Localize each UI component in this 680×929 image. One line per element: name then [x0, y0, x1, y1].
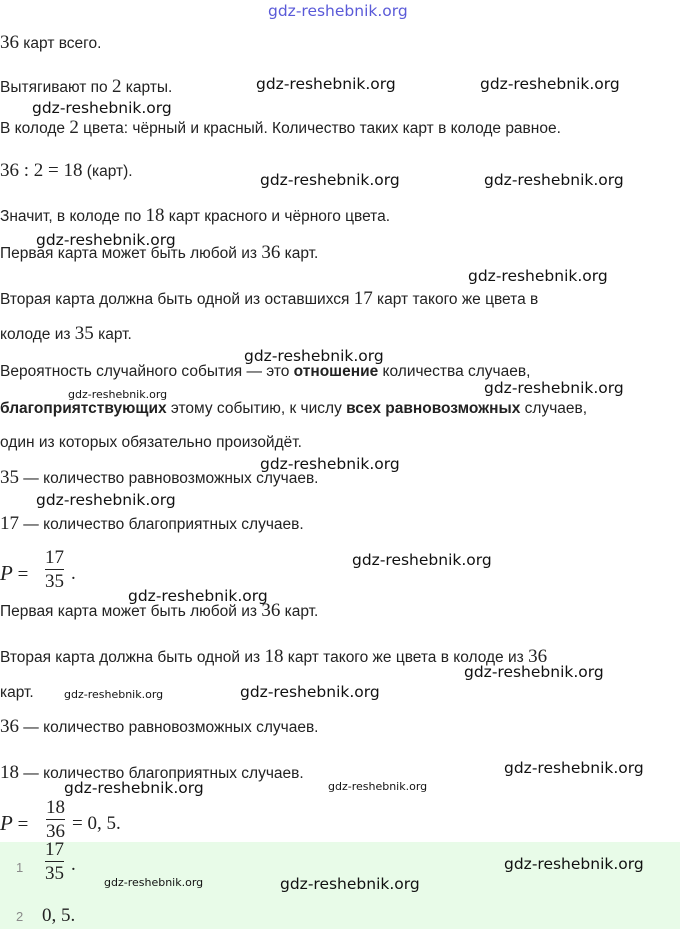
line-definition-2 — [0, 399, 587, 419]
math: 2 — [69, 117, 79, 138]
math: 18 — [264, 646, 284, 667]
math: 2 — [111, 76, 122, 97]
denominator: 35 — [45, 571, 64, 592]
text: карт такого же цвета в — [372, 291, 539, 308]
text: Вторая карта должна быть одной из оставшихся — [0, 291, 354, 308]
watermark: gdz-reshebnik.org — [36, 231, 176, 249]
answer-value: 0, 5. — [42, 905, 76, 926]
denominator: 36 — [46, 821, 65, 842]
line-favorable-17 — [0, 514, 304, 535]
text: количества случаев, — [378, 363, 531, 380]
period: . — [71, 563, 76, 584]
math: 35 — [74, 323, 94, 344]
math: 18 — [145, 205, 165, 226]
text: Первая карта может быть любой из — [0, 603, 262, 620]
text: Вероятность случайного события — это — [0, 363, 294, 380]
line-definition-1 — [0, 362, 530, 382]
watermark: gdz-reshebnik.org — [68, 388, 168, 401]
watermark: gdz-reshebnik.org — [504, 759, 644, 777]
text: карт всего. — [19, 35, 102, 52]
text: карт такого же цвета в колоде из — [283, 649, 529, 666]
watermark: gdz-reshebnik.org — [280, 875, 420, 893]
formula-p2 — [0, 813, 28, 836]
text: карт. — [280, 245, 319, 262]
numerator: 17 — [45, 547, 64, 568]
fraction-17-35 — [45, 547, 64, 592]
text: Значит, в колоде по — [0, 208, 146, 225]
text: — количество благоприятных случаев. — [19, 516, 304, 533]
text: колоде из — [0, 326, 75, 343]
watermark: gdz-reshebnik.org — [484, 171, 624, 189]
watermark: gdz-reshebnik.org — [64, 779, 204, 797]
bold-text: всех равновозможных — [346, 400, 521, 417]
watermark: gdz-reshebnik.org — [484, 379, 624, 397]
numerator: 18 — [46, 797, 65, 818]
math: 17 — [0, 513, 19, 534]
result: = 0, 5. — [72, 813, 121, 834]
watermark: gdz-reshebnik.org — [352, 551, 492, 569]
fraction-bar — [45, 569, 64, 570]
math: 36 : 2 = 18 — [0, 160, 83, 181]
denominator: 35 — [45, 863, 64, 884]
watermark: gdz-reshebnik.org — [240, 683, 380, 701]
math: 18 — [0, 762, 19, 783]
text: Вторая карта должна быть одной из — [0, 649, 265, 666]
text: карт красного и чёрного цвета. — [164, 208, 391, 225]
text: этому событию, к числу — [166, 400, 347, 417]
text: карт. — [93, 326, 132, 343]
line-definition-3: один из которых обязательно произойдёт. — [0, 434, 302, 451]
watermark: gdz-reshebnik.org — [468, 267, 608, 285]
line-colors — [0, 118, 561, 139]
fraction-bar — [46, 819, 65, 820]
watermark: gdz-reshebnik.org — [104, 876, 204, 889]
watermark: gdz-reshebnik.org — [464, 663, 604, 681]
equals: = — [12, 814, 29, 835]
var-p: P — [0, 811, 13, 835]
math: 17 — [353, 288, 373, 309]
math: 35 — [0, 467, 19, 488]
watermark: gdz-reshebnik.org — [64, 688, 164, 701]
formula-p1 — [0, 563, 28, 586]
watermark: gdz-reshebnik.org — [32, 99, 172, 117]
watermark: gdz-reshebnik.org — [504, 855, 644, 873]
line-division — [0, 161, 133, 182]
text: В колоде — [0, 120, 70, 137]
text: — количество равновозможных случаев. — [19, 719, 319, 736]
watermark: gdz-reshebnik.org — [260, 455, 400, 473]
math: 36 — [0, 32, 19, 53]
bold-text: благоприятствующих — [0, 400, 167, 417]
text: (карт). — [82, 163, 133, 180]
line-deck-35 — [0, 324, 132, 345]
bold-text: отношение — [293, 363, 379, 380]
watermark: gdz-reshebnik.org — [128, 587, 268, 605]
answer-fraction — [45, 839, 64, 884]
watermark: gdz-reshebnik.org — [260, 171, 400, 189]
text: случаев, — [520, 400, 588, 417]
numerator: 17 — [45, 839, 64, 860]
math: 36 — [261, 600, 281, 621]
math: 36 — [261, 242, 281, 263]
var-p: P — [0, 561, 13, 585]
fraction-bar — [45, 861, 64, 862]
fraction-18-36 — [46, 797, 65, 842]
equals: = — [12, 564, 29, 585]
line-total-cards — [0, 33, 101, 54]
line-equiprobable-36 — [0, 717, 318, 738]
watermark: gdz-reshebnik.org — [256, 75, 396, 93]
answer-number: 2 — [16, 909, 24, 924]
line-draw-two — [0, 77, 172, 98]
text: Первая карта может быть любой из — [0, 245, 262, 262]
watermark: gdz-reshebnik.org — [480, 75, 620, 93]
watermark-top[interactable]: gdz-reshebnik.org — [268, 2, 408, 20]
watermark: gdz-reshebnik.org — [328, 780, 428, 793]
answer-number: 1 — [16, 860, 24, 875]
text: Вытягивают по — [0, 79, 112, 96]
text: карт. — [280, 603, 319, 620]
line-cards: карт. — [0, 684, 34, 701]
line-each-color — [0, 206, 390, 227]
text: цвета: чёрный и красный. Количество таких карт в колоде равное. — [78, 120, 561, 137]
watermark: gdz-reshebnik.org — [244, 347, 384, 365]
text: карты. — [121, 79, 173, 96]
watermark: gdz-reshebnik.org — [36, 491, 176, 509]
math: 36 — [528, 646, 548, 667]
text: — количество равновозможных случаев. — [19, 470, 319, 487]
period: . — [71, 854, 76, 875]
line-second-card — [0, 289, 538, 310]
text: — количество благоприятных случаев. — [19, 765, 304, 782]
math: 36 — [0, 716, 19, 737]
